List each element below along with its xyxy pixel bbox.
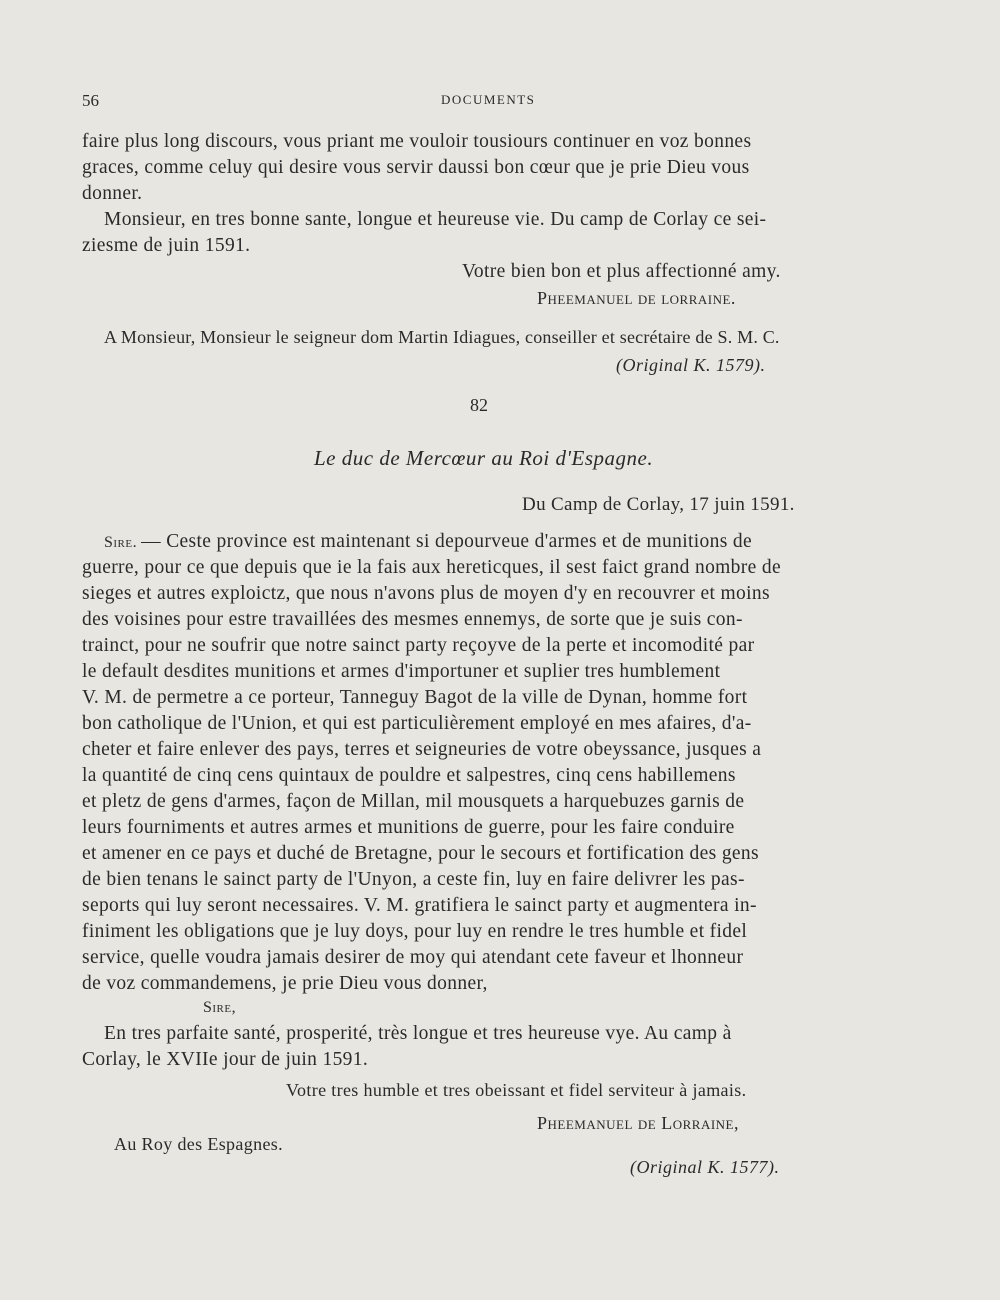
letter81-address: A Monsieur, Monsieur le seigneur dom Martin Idiagues, conseiller et secrétaire de S. M. C. (104, 327, 780, 347)
letter82-title: Le duc de Mercœur au Roi d'Espagne. (314, 446, 654, 470)
letter81-line: ziesme de juin 1591. (82, 235, 251, 256)
letter82-closing-line: En tres parfaite santé, prosperité, très longue et tres heureuse vye. Au camp à (104, 1023, 732, 1044)
letter82-line: service, quelle voudra jamais desirer de moy qui atendant cete faveur et lhonneur (82, 947, 744, 968)
letter82-line: — Ceste province est maintenant si depourveue d'armes et de munitions de (141, 531, 752, 552)
letter82-line: et amener en ce pays et duché de Bretagne, pour le secours et fortification des gens (82, 843, 759, 864)
letter82-line: trainct, pour ne soufrir que notre sainct party reçoyve de la perte et incomodité par (82, 635, 755, 656)
letter82-closing: Votre tres humble et tres obeissant et fidel serviteur à jamais. (286, 1080, 747, 1100)
letter82-source: (Original K. 1577). (630, 1157, 780, 1177)
letter82-line: seports qui luy seront necessaires. V. M. gratifiera le sainct party et augmentera in- (82, 895, 757, 916)
letter82-line: et pletz de gens d'armes, façon de Millan, mil mousquets a harquebuzes garnis de (82, 791, 745, 812)
letter82-line: finiment les obligations que je luy doys, pour luy en rendre le tres humble et fidel (82, 921, 748, 942)
letter81-line: faire plus long discours, vous priant me vouloir tousiours continuer en voz bonnes (82, 131, 752, 152)
letter82-line: la quantité de cinq cens quintaux de pouldre et salpestres, cinq cens habillemens (82, 765, 736, 786)
running-title: DOCUMENTS (441, 92, 536, 107)
letter81-closing: Votre bien bon et plus affectionné amy. (462, 261, 781, 282)
letter81-line: graces, comme celuy qui desire vous servir daussi bon cœur que je prie Dieu vous (82, 157, 750, 178)
letter82-line: le default desdites munitions et armes d'importuner et suplier tres humblement (82, 661, 721, 682)
letter81-signature: Pheemanuel de lorraine. (537, 288, 736, 308)
letter82-addressee: Au Roy des Espagnes. (114, 1134, 283, 1154)
letter82-line: V. M. de permetre a ce porteur, Tanneguy Bagot de la ville de Dynan, homme fort (82, 687, 748, 708)
letter82-number: 82 (470, 395, 488, 415)
letter81-source: (Original K. 1579). (616, 355, 766, 375)
letter81-line: Monsieur, en tres bonne sante, longue et heureuse vie. Du camp de Corlay ce sei- (104, 209, 767, 230)
letter82-sire: Sire, (203, 999, 237, 1016)
salutation-sire: Sire. (104, 534, 138, 551)
letter82-line: de voz commandemens, je prie Dieu vous donner, (82, 973, 488, 994)
letter82-line: cheter et faire enlever des pays, terres et seigneuries de votre obeyssance, jusques a (82, 739, 762, 760)
letter82-line: sieges et autres exploictz, que nous n'avons plus de moyen d'y en recouvrer et moins (82, 583, 770, 604)
letter82-line: guerre, pour ce que depuis que ie la fais aux hereticques, il sest faict grand nombre de (82, 557, 781, 578)
letter82-salutation-line (104, 531, 752, 553)
letter82-dateline: Du Camp de Corlay, 17 juin 1591. (522, 494, 795, 515)
letter82-line: des voisines pour estre travaillées des mesmes ennemys, de sorte que je suis con- (82, 609, 743, 630)
letter82-signature: Pheemanuel de Lorraine, (537, 1113, 739, 1133)
letter81-line: donner. (82, 183, 143, 204)
page-number: 56 (82, 91, 99, 110)
letter82-closing-line: Corlay, le XVIIe jour de juin 1591. (82, 1049, 369, 1070)
letter82-line: bon catholique de l'Union, et qui est particulièrement employé en mes afaires, d'a- (82, 713, 752, 734)
letter82-line: de bien tenans le sainct party de l'Unyon, a ceste fin, luy en faire delivrer les pas- (82, 869, 745, 890)
letter82-line: leurs fourniments et autres armes et munitions de guerre, pour les faire conduire (82, 817, 735, 838)
